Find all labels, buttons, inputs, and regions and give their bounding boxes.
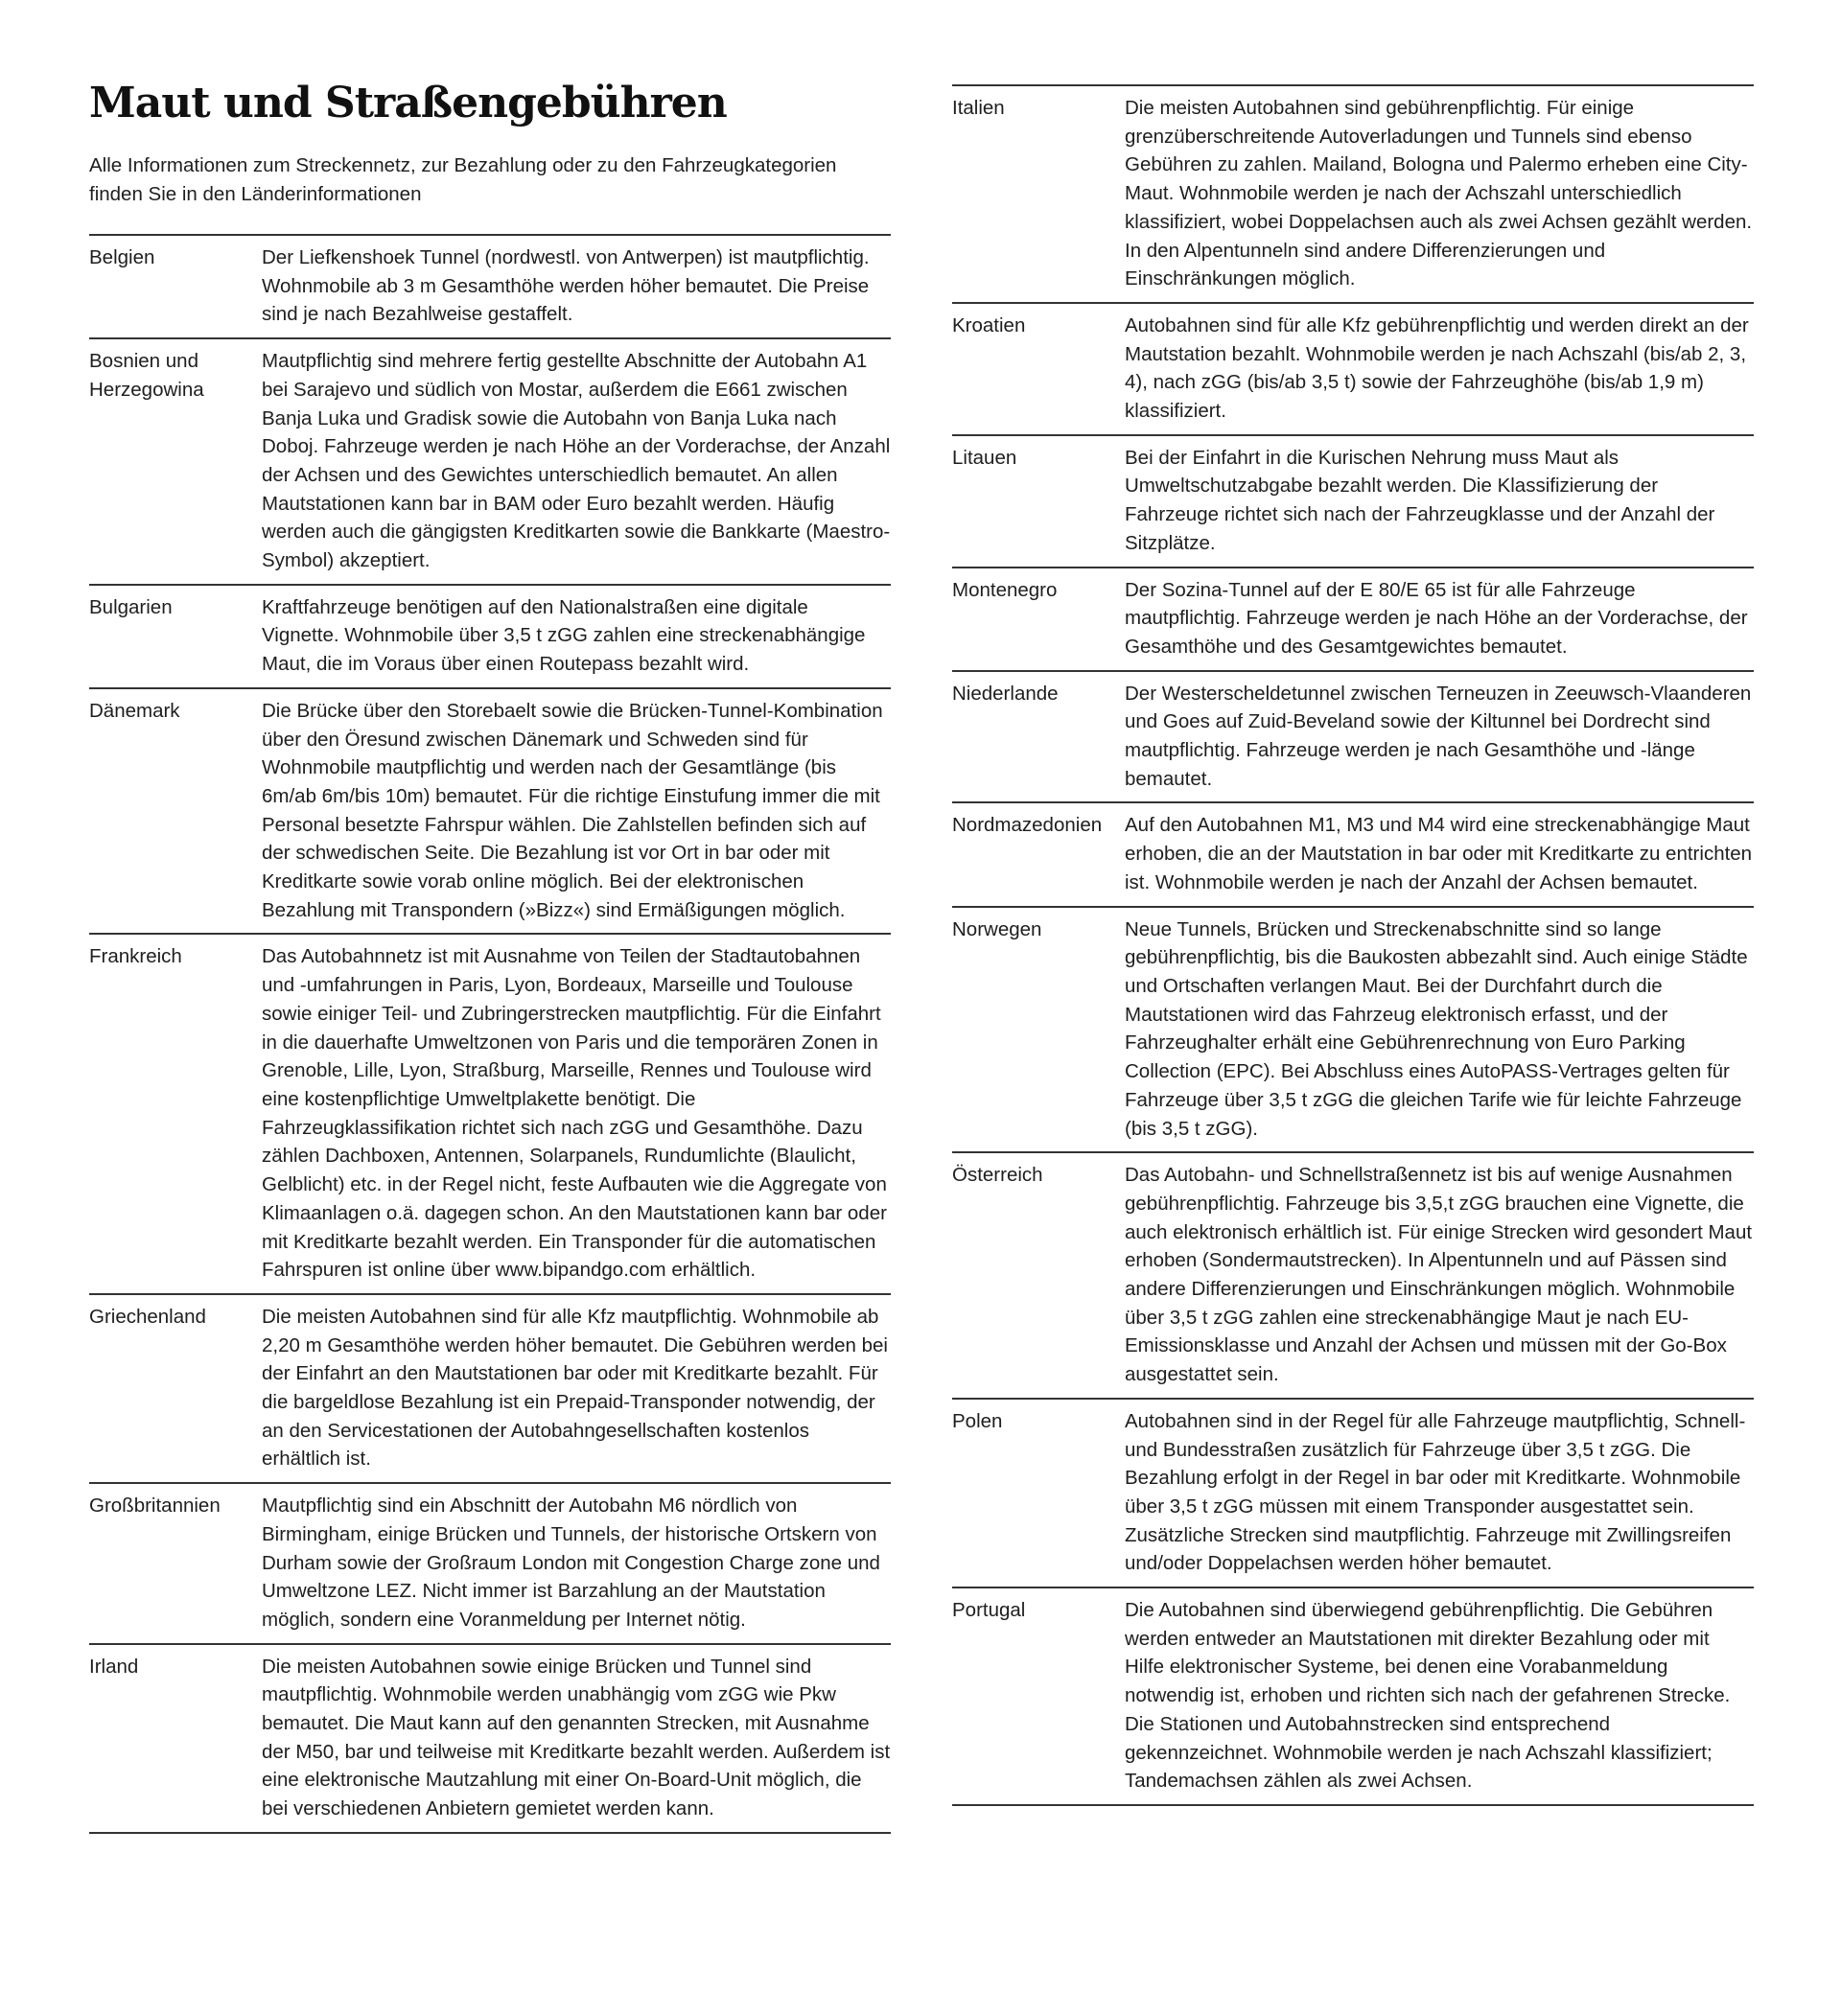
country-row-oesterreich — [952, 1151, 1754, 1398]
country-name: Montenegro — [952, 578, 1058, 601]
country-name: Belgien — [89, 246, 155, 268]
country-row-kroatien — [952, 302, 1754, 434]
country-toll-text: Der Sozina-Tunnel auf der E 80/E 65 ist für alle Fahrzeuge mautpflichtig. Fahrzeuge werden je nach Höhe an der Vorderachse, der Gesamthöhe und des Gesamtgewichtes bemautet. — [1125, 578, 1748, 658]
country-row-bulgarien — [89, 584, 891, 687]
country-toll-text: Das Autobahn- und Schnellstraßennetz ist bis auf wenige Ausnahmen gebührenpflichtig. Fahrzeuge bis 3,5,t zGG brauchen eine Vignette, die auch elektronisch erhältlich ist. Für einige Strecken wird gesondert Maut erhoben (Sondermautstrecken). In Alpentunneln und auf Pässen sind andere Differenzierungen und Einschränkungen möglich. Wohnmobile über 3,5 t zGG zahlen eine streckenabhängige Maut je nach EU-Emissionsklasse und Anzahl der Achsen und müssen mit der Go-Box ausgestattet sein. — [1125, 1164, 1753, 1386]
country-name: Irland — [89, 1655, 139, 1678]
left-column — [89, 77, 891, 1834]
country-row-grossbritannien — [89, 1482, 891, 1643]
country-name: Griechenland — [89, 1305, 206, 1328]
country-name: Litauen — [952, 446, 1017, 469]
country-toll-text: Mautpflichtig sind ein Abschnitt der Autobahn M6 nördlich von Birmingham, einige Brücken und Tunnels, der historische Ortskern von Durham sowie der Großraum London mit Congestion Charge zone und Umweltzone LEZ. Nicht immer ist Barzahlung an der Mautstation möglich, sondern eine Voranmeldung per Internet nötig. — [262, 1495, 880, 1631]
country-row-irland — [89, 1643, 891, 1834]
country-toll-text: Mautpflichtig sind mehrere fertig gestellte Abschnitte der Autobahn A1 bei Sarajevo und südlich von Mostar, außerdem die E661 zwischen Banja Luka und Gradisk sowie die Autobahn von Banja Luka nach Doboj. Fahrzeuge werden je nach Höhe an der Vorderachse, der Anzahl der Achsen und des Gewichtes unterschiedlich bemautet. An allen Mautstationen kann bar in BAM oder Euro bezahlt werden. Häufig werden auch die gängigsten Kreditkarten sowie die Bankkarte (Maestro-Symbol) akzeptiert. — [262, 350, 891, 572]
country-row-portugal — [952, 1587, 1754, 1806]
toll-table-right — [952, 84, 1754, 1806]
page-title: Maut und Straßengebühren — [89, 79, 727, 127]
country-name: Kroatien — [952, 313, 1026, 336]
country-name: Nordmazedonien — [952, 814, 1103, 837]
country-toll-text: Der Liefkenshoek Tunnel (nordwestl. von Antwerpen) ist mautpflichtig. Wohnmobile ab 3 m Gesamthöhe werden höher bemautet. Die Preise sind je nach Bezahlweise gestaffelt. — [262, 246, 870, 326]
right-column — [952, 84, 1754, 1806]
intro-text: Alle Informationen zum Streckennetz, zur Bezahlung oder zu den Fahrzeugkategorien finden Sie in den Länderinformationen — [89, 154, 837, 205]
country-toll-text: Die Autobahnen sind überwiegend gebührenpflichtig. Die Gebühren werden entweder an Mautstationen mit direkter Bezahlung oder mit Hilfe elektronischer Systeme, bei denen eine Vorabanmeldung notwendig ist, erhoben und richten sich nach der gefahrenen Strecke. Die Stationen und Autobahnstrecken sind entsprechend gekennzeichnet. Wohnmobile werden je nach Achszahl klassifiziert; Tandemachsen zählen als zwei Achsen. — [1125, 1599, 1731, 1793]
country-toll-text: Das Autobahnnetz ist mit Ausnahme von Teilen der Stadtautobahnen und -umfahrungen in Paris, Lyon, Bordeaux, Marseille und Toulouse sowie einiger Teil- und Zubringerstrecken mautpflichtig. Für die Einfahrt in die dauerhafte Umweltzonen von Paris und die temporären Zonen in Grenoble, Lille, Lyon, Straßburg, Marseille, Rennes und Toulouse wird eine kostenpflichtige Umweltplakette benötigt. Die Fahrzeugklassifikation richtet sich nach zGG und Gesamthöhe. Dazu zählen Dachboxen, Antennen, Solarpanels, Rundumlichte (Blaulicht, Gelblicht) etc. in der Regel nicht, feste Aufbauten wie die Aggregate von Klimaanlagen o.ä. dagegen schon. An den Mautstationen kann bar oder mit Kreditkarte bezahlt werden. Ein Transponder für die automatischen Fahrspuren ist online über www.bipandgo.com erhältlich. — [262, 945, 887, 1282]
country-row-griechenland — [89, 1293, 891, 1482]
country-row-polen — [952, 1398, 1754, 1587]
country-toll-text: Die Brücke über den Storebaelt sowie die Brücken-Tunnel-Kombination über den Öresund zwischen Dänemark und Schweden sind für Wohnmobile mautpflichtig und werden nach der Gesamtlänge (bis 6m/ab 6m/bis 10m) bemautet. Für die richtige Einstufung immer die mit Personal besetzte Fahrspur wählen. Die Zahlstellen befinden sich auf der schwedischen Seite. Die Bezahlung ist vor Ort in bar oder mit Kreditkarte sowie vorab online möglich. Bei der elektronischen Bezahlung mit Transpondern (»Bizz«) sind Ermäßigungen möglich. — [262, 699, 883, 921]
country-toll-text: Die meisten Autobahnen sind gebührenpflichtig. Für einige grenzüberschreitende Autoverladungen und Tunnels sind ebenso Gebühren zu zahlen. Mailand, Bologna und Palermo erheben eine City-Maut. Wohnmobile werden je nach der Achszahl unterschiedlich klassifiziert, wobei Doppelachsen auch als zwei Achsen gezählt werden. In den Alpentunneln sind andere Differenzierungen und Einschränkungen möglich. — [1125, 97, 1753, 290]
country-name: Bosnien und Herzegowina — [89, 350, 204, 401]
country-row-bosnien-und-herzegowina — [89, 337, 891, 584]
country-toll-text: Auf den Autobahnen M1, M3 und M4 wird eine streckenabhängige Maut erhoben, die an der Mautstation in bar oder mit Kreditkarte zu entrichten ist. Wohnmobile werden je nach der Anzahl der Achsen bemautet. — [1125, 814, 1753, 893]
country-row-frankreich — [89, 933, 891, 1292]
country-row-belgien — [89, 234, 891, 337]
country-toll-text: Neue Tunnels, Brücken und Streckenabschnitte sind so lange gebührenpflichtig, bis die Baukosten abbezahlt sind. Auch einige Städte und Ortschaften verlangen Maut. Bei der Durchfahrt durch die Mautstationen wird das Fahrzeug elektronisch erfasst, und der Fahrzeughalter erhält eine Gebührenrechnung von Euro Parking Collection (EPC). Bei Abschluss eines AutoPASS-Vertrages gelten für Fahrzeuge über 3,5 t zGG die gleichen Tarife wie für leichte Fahrzeuge (bis 3,5 t zGG). — [1125, 917, 1748, 1140]
country-toll-text: Kraftfahrzeuge benötigen auf den Nationalstraßen eine digitale Vignette. Wohnmobile über 3,5 t zGG zahlen eine streckenabhängige Maut, die im Voraus über einen Routepass bezahlt wird. — [262, 595, 866, 676]
country-name: Polen — [952, 1409, 1003, 1432]
country-row-daenemark — [89, 687, 891, 934]
country-name: Österreich — [952, 1164, 1043, 1187]
country-name: Niederlande — [952, 682, 1059, 705]
country-name: Dänemark — [89, 699, 180, 722]
toll-table-left — [89, 234, 891, 1834]
country-toll-text: Autobahnen sind für alle Kfz gebührenpflichtig und werden direkt an der Mautstation bezahlt. Wohnmobile werden je nach Achszahl (bis/ab 2, 3, 4), nach zGG (bis/ab 3,5 t) sowie der Fahrzeughöhe (bis/ab 1,9 m) klassifiziert. — [1125, 313, 1749, 423]
country-name: Großbritannien — [89, 1495, 221, 1518]
country-row-montenegro — [952, 567, 1754, 670]
country-toll-text: Die meisten Autobahnen sind für alle Kfz mautpflichtig. Wohnmobile ab 2,20 m Gesamthöhe werden höher bemautet. Die Gebühren werden bei der Einfahrt an den Mautstationen bar oder mit Kreditkarte bezahlt. Für die bargeldlose Bezahlung ist ein Prepaid-Transponder notwendig, der an den Servicestationen der Autobahngesellschaften kostenlos erhältlich ist. — [262, 1305, 888, 1471]
country-row-nordmazedonien — [952, 801, 1754, 905]
country-name: Frankreich — [89, 945, 182, 968]
country-row-litauen — [952, 434, 1754, 567]
country-toll-text: Bei der Einfahrt in die Kurischen Nehrung muss Maut als Umweltschutzabgabe bezahlt werden. Die Klassifizierung der Fahrzeuge richtet sich nach der Fahrzeugklasse und der Anzahl der Sitzplätze. — [1125, 446, 1715, 554]
country-name: Norwegen — [952, 917, 1042, 940]
country-toll-text: Der Westerscheldetunnel zwischen Terneuzen in Zeeuwsch-Vlaanderen und Goes auf Zuid-Beveland sowie der Kiltunnel bei Dordrecht sind mautpflichtig. Fahrzeuge werden je nach Gesamthöhe und -länge bemautet. — [1125, 682, 1752, 790]
country-toll-text: Autobahnen sind in der Regel für alle Fahrzeuge mautpflichtig, Schnell- und Bundesstraßen zusätzlich für Fahrzeuge über 3,5 t zGG. Die Bezahlung erfolgt in der Regel in bar oder mit Kreditkarte. Wohnmobile über 3,5 t zGG müssen mit einem Transponder ausgestattet sein. Zusätzliche Strecken sind mautpflichtig. Fahrzeuge mit Zwillingsreifen und/oder Doppelachsen werden höher bemautet. — [1125, 1409, 1746, 1575]
country-name: Bulgarien — [89, 595, 173, 618]
country-row-niederlande — [952, 670, 1754, 802]
country-row-italien — [952, 84, 1754, 302]
country-name: Portugal — [952, 1599, 1026, 1622]
country-toll-text: Die meisten Autobahnen sowie einige Brücken und Tunnel sind mautpflichtig. Wohnmobile werden unabhängig vom zGG wie Pkw bemautet. Die Maut kann auf den genannten Strecken, mit Ausnahme der M50, bar und teilweise mit Kreditkarte bezahlt werden. Außerdem ist eine elektronische Mautzahlung mit einer On-Board-Unit möglich, die bei verschiedenen Anbietern gemietet werden kann. — [262, 1655, 891, 1820]
country-row-norwegen — [952, 906, 1754, 1152]
country-name: Italien — [952, 97, 1005, 119]
